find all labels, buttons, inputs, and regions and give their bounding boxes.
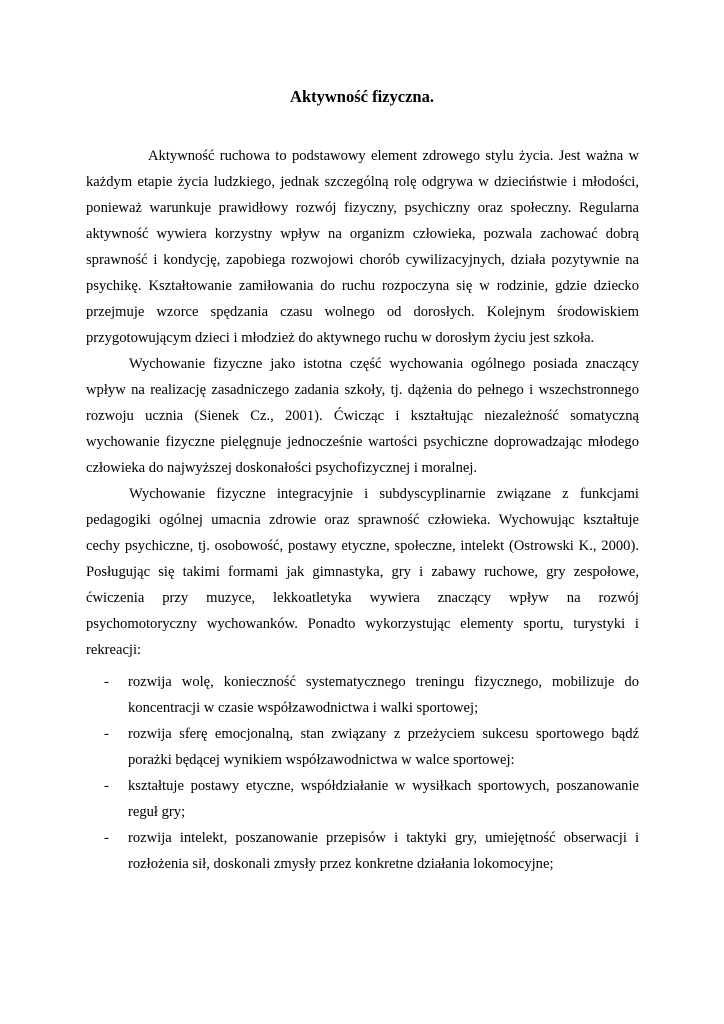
paragraph-1: Aktywność ruchowa to podstawowy element zdrowego stylu życia. Jest ważna w każdym etapie życia ludzkiego, jednak szczególną rolę odgrywa w dzieciństwie i młodości, ponieważ warunkuje prawidłowy rozwój fizyczny, psychiczny oraz społeczny. Regularna aktywność wywiera korzystny wpływ na organizm człowieka, pozwala zachować dobrą sprawność i kondycję, zapobiega rozwojowi chorób cywilizacyjnych, działa pozytywnie na psychikę. Kształtowanie zamiłowania do ruchu rozpoczyna się w rodzinie, gdzie dziecko przejmuje wzorce spędzania czasu wolnego od dorosłych. Kolejnym środowiskiem przygotowującym dzieci i młodzież do aktywnego ruchu w dorosłym życiu jest szkoła. — [86, 148, 639, 346]
list-item — [86, 825, 639, 877]
list-item-text: kształtuje postawy etyczne, współdziałanie w wysiłkach sportowych, poszanowanie reguł gry; — [128, 778, 639, 820]
list-item-text: rozwija intelekt, poszanowanie przepisów i taktyki gry, umiejętność obserwacji i rozłożenia sił, doskonali zmysły przez konkretne działania lokomocyjne; — [128, 830, 639, 872]
bullet-dash: - — [104, 778, 109, 794]
document-title: Aktywność fizyczna. — [290, 87, 434, 106]
bullet-dash: - — [104, 674, 109, 690]
list-item-text: rozwija wolę, konieczność systematycznego treningu fizycznego, mobilizuje do koncentracji w czasie współzawodnictwa i walki sportowej; — [128, 674, 639, 716]
list-item — [86, 773, 639, 825]
list-item-text: rozwija sferę emocjonalną, stan związany z przeżyciem sukcesu sportowego bądź porażki będącej wynikiem współzawodnictwa w walce sportowej: — [128, 726, 639, 768]
list-item — [86, 721, 639, 773]
bullet-dash: - — [104, 830, 109, 846]
bullet-list — [86, 669, 639, 877]
bullet-dash: - — [104, 726, 109, 742]
list-item — [86, 669, 639, 721]
paragraph-2: Wychowanie fizyczne jako istotna część wychowania ogólnego posiada znaczący wpływ na realizację zasadniczego zadania szkoły, tj. dążenia do pełnego i wszechstronnego rozwoju ucznia (Sienek Cz., 2001). Ćwicząc i kształtując niezależność somatyczną wychowanie fizyczne pielęgnuje jednocześnie wartości psychiczne doprowadzając młodego człowieka do najwyższej doskonałości psychofizycznej i moralnej. — [86, 356, 639, 476]
paragraph-3: Wychowanie fizyczne integracyjnie i subdyscyplinarnie związane z funkcjami pedagogiki ogólnej umacnia zdrowie oraz sprawność człowieka. Wychowując kształtuje cechy psychiczne, tj. osobowość, postawy etyczne, społeczne, intelekt (Ostrowski K., 2000). Posługując się takimi formami jak gimnastyka, gry i zabawy ruchowe, gry zespołowe, ćwiczenia przy muzyce, lekkoatletyka wywiera znaczący wpływ na rozwój psychomotoryczny wychowanków. Ponadto wykorzystując elementy sportu, turystyki i rekreacji: — [86, 486, 639, 658]
document-body — [86, 143, 639, 877]
